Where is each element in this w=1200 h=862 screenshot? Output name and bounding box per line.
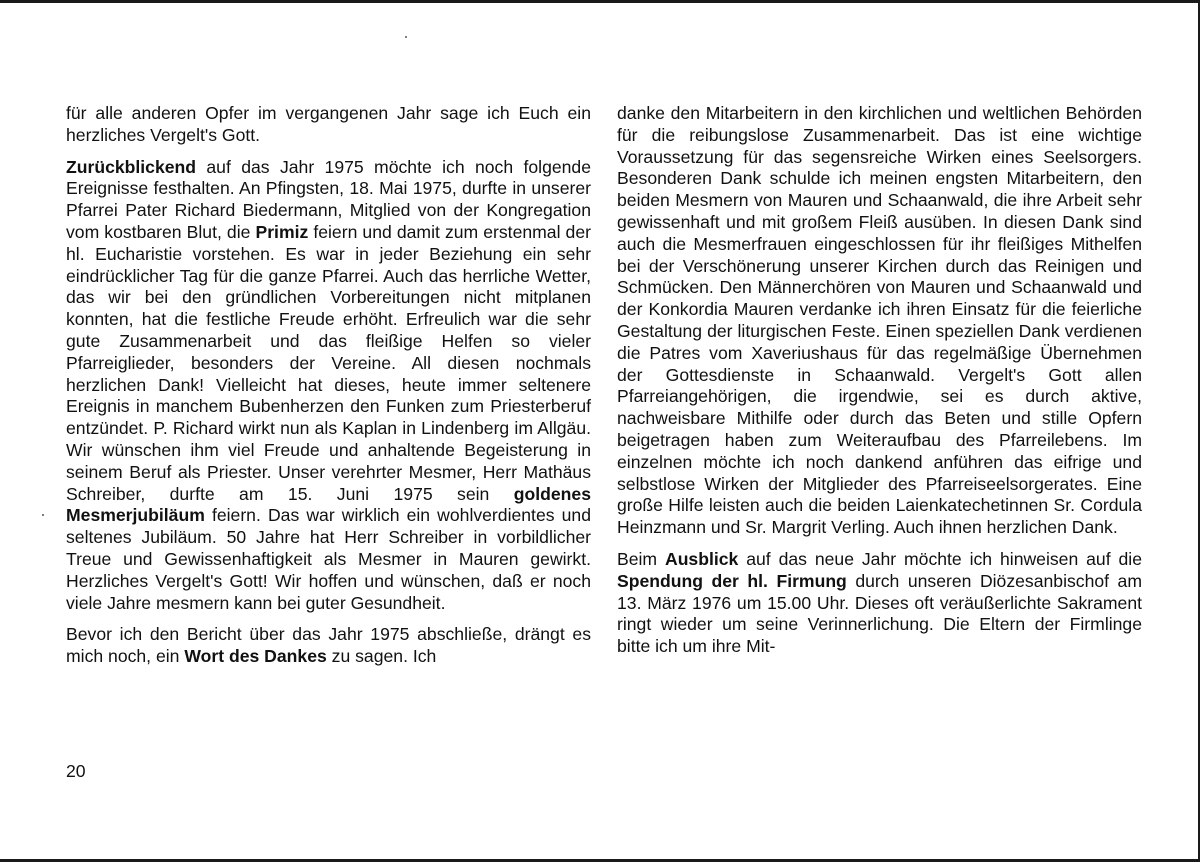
- paragraph-dank-mitarbeiter: danke den Mitarbeitern in den kirchlichen und weltlichen Behörden für die reibungslose Zusammenarbeit. Das ist eine wichtige Voraussetzung für das segensreiche Wirken eines Seelsorgers. Besonderen Dank schulde ich meinen engsten Mitarbeitern, den beiden Mesmern von Mauren und Schaanwald, die ihre Arbeit sehr gewissenhaft und mit großem Fleiß ausüben. In diesen Dank sind auch die Mesmerfrauen eingeschlossen für ihr fleißiges Mithelfen bei der Verschönerung unserer Kirchen durch das Reinigen und Schmücken. Den Männerchören von Mauren und Schaanwald und der Konkordia Mauren verdanke ich ihren Einsatz für die feierliche Gestaltung der liturgischen Feste. Einen speziellen Dank verdienen die Patres vom Xaveriushaus für das regelmäßige Übernehmen der Gottesdienste in Schaanwald. Vergelt's Gott allen Pfarreiangehörigen, die irgendwie, sei es durch aktive, nachweisbare Mithilfe oder durch das Beten und stille Opfern beigetragen haben zum Weiteraufbau des Pfarreilebens. Im einzelnen möchte ich noch dankend anführen das eifrige und selbstlose Wirken der Mitglieder des Pfarreiseelsorgerates. Eine große Hilfe leisten auch die beiden Laienkatechetinnen Sr. Cordula Heinzmann und Sr. Margrit Verling. Auch ihnen herzlichen Dank.: [617, 103, 1142, 538]
- paragraph-rueckblick: [66, 157, 591, 615]
- paragraph-text: zu sagen. Ich: [326, 646, 437, 667]
- bold-term: Zurückblickend: [66, 156, 197, 177]
- paragraph-text: durch unseren Diözesanbischof am 13. März 1976 um 15.00 Uhr. Dieses oft veräußerlichte Sakrament ringt wieder um seine Verinnerlichung. Die Eltern der Firmlinge bitte ich um ihre Mit-: [617, 570, 1142, 657]
- paragraph-text: Beim: [617, 548, 665, 569]
- scan-speck: [405, 36, 407, 38]
- paragraph-text: auf das neue Jahr möchte ich hinweisen auf die: [738, 548, 1142, 569]
- paragraph-text: feiern. Das war wirklich ein wohlverdientes und seltenes Jubiläum. 50 Jahre hat Herr Schreiber in vorbildlicher Treue und Gewissenhaftigkeit als Mesmer in Mauren gewirkt. Herzliches Vergelt's Gott! Wir hoffen und wünschen, daß er noch viele Jahre mesmern kann bei guter Gesundheit.: [66, 505, 591, 613]
- paragraph-thanks-opfer: für alle anderen Opfer im vergangenen Jahr sage ich Euch ein herzliches Vergelt's Gott.: [66, 103, 591, 145]
- scan-border-top: [0, 0, 1200, 3]
- paragraph-ausblick: [617, 549, 1142, 658]
- right-column: [617, 103, 1142, 668]
- paragraph-text: feiern und damit zum erstenmal der hl. Eucharistie vorstehen. Es war in jeder Beziehung ein sehr eindrücklicher Tag für die ganze Pfarrei. Auch das herrliche Wetter, das wir bei den gründlichen Vorbereitungen nicht mitplanen konnten, hat die festliche Freude erhöht. Erfreulich war die sehr gute Zusammenarbeit und das fleißige Helfen so vieler Pfarreiglieder, besonders der Vereine. All diesen nochmals herzlichen Dank! Vielleicht hat dieses, heute immer seltenere Ereignis in manchem Bubenherzen den Funken zum Priesterberuf entzündet. P. Richard wirkt nun als Kaplan in Lindenberg im Allgäu. Wir wünschen ihm viel Freude und anhaltende Begeisterung in seinem Beruf als Priester. Unser verehrter Mesmer, Herr Mathäus Schreiber, durfte am 15. Juni 1975 sein: [66, 221, 591, 504]
- left-column: [66, 103, 591, 678]
- bold-term: Primiz: [255, 221, 309, 242]
- scan-speck: [42, 514, 44, 516]
- paragraph-text: auf das Jahr 1975 möchte ich noch folgende Ereignisse festhalten. An Pfingsten, 18. Mai 1975, durfte in unserer Pfarrei Pater Richard Biedermann, Mitglied von der Kongregation vom kostbaren Blut, die: [66, 156, 591, 242]
- page-number: 20: [66, 761, 86, 781]
- paragraph-wort-des-dankes: [66, 624, 591, 668]
- paragraph-text: Bevor ich den Bericht über das Jahr 1975 abschließe, drängt es mich noch, ein: [66, 624, 591, 667]
- bold-term: Spendung der hl. Firmung: [617, 570, 847, 591]
- bold-term: goldenes Mesmerjubiläum: [66, 483, 591, 526]
- bold-term: Wort des Dankes: [184, 646, 327, 667]
- bold-term: Ausblick: [664, 548, 739, 569]
